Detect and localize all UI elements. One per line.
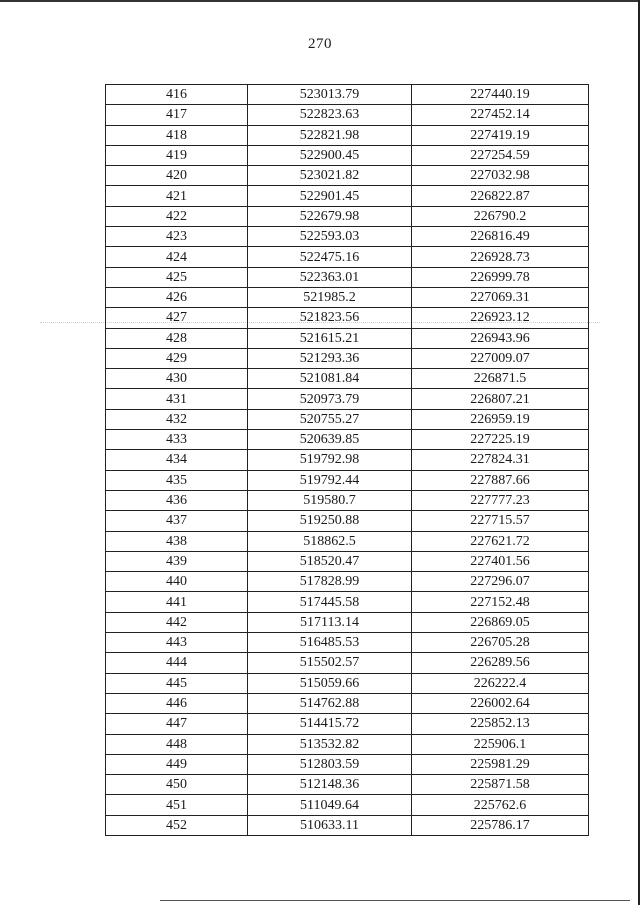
table-row [106, 572, 589, 592]
point-number-cell: 443 [106, 633, 248, 653]
x-coordinate-cell: 515502.57 [248, 653, 412, 673]
x-coordinate-cell: 520639.85 [248, 430, 412, 450]
point-number-cell: 420 [106, 166, 248, 186]
y-coordinate-cell: 226222.4 [412, 673, 589, 693]
point-number-cell: 416 [106, 85, 248, 105]
point-number-cell: 451 [106, 795, 248, 815]
table-row [106, 612, 589, 632]
table-row [106, 815, 589, 835]
page-edge-top [0, 0, 640, 2]
point-number-cell: 447 [106, 714, 248, 734]
table-row [106, 247, 589, 267]
y-coordinate-cell: 225762.6 [412, 795, 589, 815]
y-coordinate-cell: 227824.31 [412, 450, 589, 470]
x-coordinate-cell: 521615.21 [248, 328, 412, 348]
table-row [106, 369, 589, 389]
y-coordinate-cell: 225906.1 [412, 734, 589, 754]
coordinates-table [105, 84, 589, 836]
x-coordinate-cell: 518862.5 [248, 531, 412, 551]
point-number-cell: 426 [106, 287, 248, 307]
y-coordinate-cell: 227440.19 [412, 85, 589, 105]
table-row [106, 531, 589, 551]
x-coordinate-cell: 523013.79 [248, 85, 412, 105]
point-number-cell: 439 [106, 551, 248, 571]
point-number-cell: 422 [106, 206, 248, 226]
x-coordinate-cell: 522821.98 [248, 125, 412, 145]
point-number-cell: 450 [106, 775, 248, 795]
y-coordinate-cell: 227419.19 [412, 125, 589, 145]
x-coordinate-cell: 510633.11 [248, 815, 412, 835]
y-coordinate-cell: 227452.14 [412, 105, 589, 125]
x-coordinate-cell: 514415.72 [248, 714, 412, 734]
point-number-cell: 436 [106, 490, 248, 510]
table-row [106, 795, 589, 815]
y-coordinate-cell: 227254.59 [412, 145, 589, 165]
x-coordinate-cell: 518520.47 [248, 551, 412, 571]
x-coordinate-cell: 522593.03 [248, 227, 412, 247]
x-coordinate-cell: 519792.44 [248, 470, 412, 490]
y-coordinate-cell: 225786.17 [412, 815, 589, 835]
x-coordinate-cell: 517445.58 [248, 592, 412, 612]
point-number-cell: 427 [106, 308, 248, 328]
y-coordinate-cell: 226959.19 [412, 409, 589, 429]
y-coordinate-cell: 227069.31 [412, 287, 589, 307]
table-row [106, 85, 589, 105]
y-coordinate-cell: 226790.2 [412, 206, 589, 226]
x-coordinate-cell: 521081.84 [248, 369, 412, 389]
point-number-cell: 432 [106, 409, 248, 429]
table-row [106, 714, 589, 734]
point-number-cell: 424 [106, 247, 248, 267]
point-number-cell: 452 [106, 815, 248, 835]
y-coordinate-cell: 227009.07 [412, 348, 589, 368]
point-number-cell: 448 [106, 734, 248, 754]
table-row [106, 328, 589, 348]
point-number-cell: 423 [106, 227, 248, 247]
table-row [106, 551, 589, 571]
x-coordinate-cell: 522363.01 [248, 267, 412, 287]
y-coordinate-cell: 226289.56 [412, 653, 589, 673]
table-row [106, 430, 589, 450]
y-coordinate-cell: 227225.19 [412, 430, 589, 450]
point-number-cell: 421 [106, 186, 248, 206]
x-coordinate-cell: 521823.56 [248, 308, 412, 328]
point-number-cell: 417 [106, 105, 248, 125]
y-coordinate-cell: 226871.5 [412, 369, 589, 389]
y-coordinate-cell: 225852.13 [412, 714, 589, 734]
y-coordinate-cell: 227296.07 [412, 572, 589, 592]
x-coordinate-cell: 520755.27 [248, 409, 412, 429]
table-row [106, 490, 589, 510]
page-number: 270 [308, 36, 332, 52]
x-coordinate-cell: 521985.2 [248, 287, 412, 307]
y-coordinate-cell: 226807.21 [412, 389, 589, 409]
y-coordinate-cell: 227887.66 [412, 470, 589, 490]
point-number-cell: 441 [106, 592, 248, 612]
table-row [106, 592, 589, 612]
point-number-cell: 449 [106, 754, 248, 774]
point-number-cell: 431 [106, 389, 248, 409]
y-coordinate-cell: 226869.05 [412, 612, 589, 632]
y-coordinate-cell: 226999.78 [412, 267, 589, 287]
table-row [106, 734, 589, 754]
y-coordinate-cell: 226816.49 [412, 227, 589, 247]
y-coordinate-cell: 227777.23 [412, 490, 589, 510]
x-coordinate-cell: 522475.16 [248, 247, 412, 267]
point-number-cell: 437 [106, 511, 248, 531]
x-coordinate-cell: 511049.64 [248, 795, 412, 815]
y-coordinate-cell: 226705.28 [412, 633, 589, 653]
x-coordinate-cell: 522901.45 [248, 186, 412, 206]
table-row [106, 775, 589, 795]
x-coordinate-cell: 520973.79 [248, 389, 412, 409]
point-number-cell: 442 [106, 612, 248, 632]
y-coordinate-cell: 226923.12 [412, 308, 589, 328]
table-row [106, 409, 589, 429]
y-coordinate-cell: 226822.87 [412, 186, 589, 206]
y-coordinate-cell: 227621.72 [412, 531, 589, 551]
x-coordinate-cell: 512803.59 [248, 754, 412, 774]
x-coordinate-cell: 519250.88 [248, 511, 412, 531]
table-row [106, 450, 589, 470]
point-number-cell: 433 [106, 430, 248, 450]
x-coordinate-cell: 517113.14 [248, 612, 412, 632]
point-number-cell: 435 [106, 470, 248, 490]
table-row [106, 389, 589, 409]
table-row [106, 653, 589, 673]
point-number-cell: 438 [106, 531, 248, 551]
table-row [106, 145, 589, 165]
table-row [106, 267, 589, 287]
point-number-cell: 445 [106, 673, 248, 693]
point-number-cell: 428 [106, 328, 248, 348]
x-coordinate-cell: 516485.53 [248, 633, 412, 653]
y-coordinate-cell: 227715.57 [412, 511, 589, 531]
table-row [106, 206, 589, 226]
x-coordinate-cell: 522900.45 [248, 145, 412, 165]
x-coordinate-cell: 515059.66 [248, 673, 412, 693]
table-row [106, 693, 589, 713]
x-coordinate-cell: 517828.99 [248, 572, 412, 592]
table-row [106, 166, 589, 186]
table-row [106, 511, 589, 531]
table-row [106, 227, 589, 247]
point-number-cell: 446 [106, 693, 248, 713]
point-number-cell: 429 [106, 348, 248, 368]
x-coordinate-cell: 523021.82 [248, 166, 412, 186]
y-coordinate-cell: 227152.48 [412, 592, 589, 612]
table-row [106, 105, 589, 125]
y-coordinate-cell: 227401.56 [412, 551, 589, 571]
y-coordinate-cell: 226943.96 [412, 328, 589, 348]
coordinates-table-body [106, 85, 589, 836]
table-row [106, 125, 589, 145]
y-coordinate-cell: 226928.73 [412, 247, 589, 267]
table-row [106, 673, 589, 693]
table-row [106, 348, 589, 368]
point-number-cell: 434 [106, 450, 248, 470]
y-coordinate-cell: 225871.58 [412, 775, 589, 795]
x-coordinate-cell: 519580.7 [248, 490, 412, 510]
point-number-cell: 444 [106, 653, 248, 673]
x-coordinate-cell: 522823.63 [248, 105, 412, 125]
table-row [106, 754, 589, 774]
point-number-cell: 430 [106, 369, 248, 389]
point-number-cell: 425 [106, 267, 248, 287]
x-coordinate-cell: 513532.82 [248, 734, 412, 754]
y-coordinate-cell: 226002.64 [412, 693, 589, 713]
table-row [106, 633, 589, 653]
y-coordinate-cell: 227032.98 [412, 166, 589, 186]
x-coordinate-cell: 514762.88 [248, 693, 412, 713]
x-coordinate-cell: 519792.98 [248, 450, 412, 470]
x-coordinate-cell: 522679.98 [248, 206, 412, 226]
table-row [106, 470, 589, 490]
table-row [106, 186, 589, 206]
y-coordinate-cell: 225981.29 [412, 754, 589, 774]
table-row [106, 287, 589, 307]
point-number-cell: 440 [106, 572, 248, 592]
point-number-cell: 419 [106, 145, 248, 165]
point-number-cell: 418 [106, 125, 248, 145]
page-edge-bottom [160, 900, 630, 901]
x-coordinate-cell: 521293.36 [248, 348, 412, 368]
table-row [106, 308, 589, 328]
x-coordinate-cell: 512148.36 [248, 775, 412, 795]
